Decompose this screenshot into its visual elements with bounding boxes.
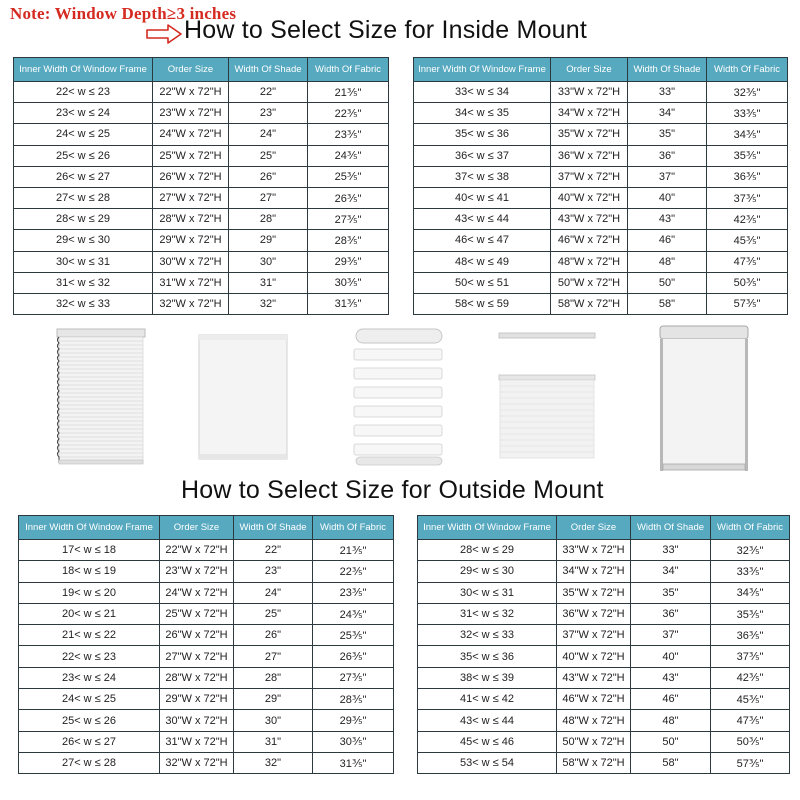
inner-width-cell: 45< w ≤ 46 (418, 731, 557, 752)
inner-width-cell: 31< w ≤ 32 (418, 603, 557, 624)
inner-width-cell: 25< w ≤ 26 (14, 145, 153, 166)
inner-width-cell: 17< w ≤ 18 (19, 540, 160, 561)
inner-width-cell: 37< w ≤ 38 (414, 166, 551, 187)
inner-width-cell: 46< w ≤ 47 (414, 230, 551, 251)
order-size-cell: 34"W x 72"H (557, 561, 631, 582)
order-size-cell: 31"W x 72"H (160, 731, 234, 752)
shade-width-cell: 28" (234, 667, 313, 688)
shade-width-cell: 30" (229, 251, 308, 272)
inner-width-cell: 23< w ≤ 24 (14, 103, 153, 124)
column-header-inner-width: Inner Width Of Window Frame (414, 58, 551, 82)
shade-width-cell: 46" (631, 689, 711, 710)
order-size-cell: 22"W x 72"H (160, 540, 234, 561)
column-header-order-size: Order Size (551, 58, 628, 82)
order-size-cell: 26"W x 72"H (153, 166, 229, 187)
table-row (14, 103, 389, 124)
shade-width-cell: 27" (234, 646, 313, 667)
shade-width-cell: 36" (631, 603, 711, 624)
table-row (414, 209, 788, 230)
order-size-cell: 32"W x 72"H (153, 293, 229, 314)
outside-mount-table-right (417, 515, 790, 774)
outside-mount-title: How to Select Size for Outside Mount (181, 476, 604, 504)
table-row (14, 230, 389, 251)
shade-width-cell: 23" (234, 561, 313, 582)
order-size-cell: 28"W x 72"H (153, 209, 229, 230)
fabric-width-cell: 47⅗" (711, 710, 790, 731)
fabric-width-cell: 26⅗" (308, 187, 389, 208)
column-header-order-size: Order Size (557, 516, 631, 540)
shade-width-cell: 35" (628, 124, 707, 145)
outside-mount-table-left (18, 515, 394, 774)
table-row (414, 187, 788, 208)
fabric-width-cell: 30⅗" (313, 731, 394, 752)
inner-width-cell: 30< w ≤ 31 (14, 251, 153, 272)
fabric-width-cell: 24⅗" (308, 145, 389, 166)
fabric-width-cell: 27⅗" (308, 209, 389, 230)
order-size-cell: 50"W x 72"H (551, 272, 628, 293)
table-row (19, 689, 394, 710)
order-size-cell: 32"W x 72"H (160, 752, 234, 773)
order-size-cell: 28"W x 72"H (160, 667, 234, 688)
shade-width-cell: 33" (628, 82, 707, 103)
column-header-fabric-width: Width Of Fabric (711, 516, 790, 540)
table-row (19, 667, 394, 688)
table-row (19, 710, 394, 731)
inner-width-cell: 20< w ≤ 21 (19, 603, 160, 624)
inner-width-cell: 33< w ≤ 34 (414, 82, 551, 103)
inner-width-cell: 48< w ≤ 49 (414, 251, 551, 272)
inner-width-cell: 31< w ≤ 32 (14, 272, 153, 293)
order-size-cell: 37"W x 72"H (557, 625, 631, 646)
table-header-row (14, 58, 389, 82)
fabric-width-cell: 35⅗" (707, 145, 788, 166)
fabric-width-cell: 23⅗" (313, 582, 394, 603)
fabric-width-cell: 57⅗" (707, 293, 788, 314)
column-header-fabric-width: Width Of Fabric (707, 58, 788, 82)
shade-width-cell: 34" (631, 561, 711, 582)
table-row (19, 646, 394, 667)
order-size-cell: 26"W x 72"H (160, 625, 234, 646)
column-header-fabric-width: Width Of Fabric (308, 58, 389, 82)
shade-width-cell: 40" (631, 646, 711, 667)
roller-shade-image (198, 334, 288, 460)
column-header-shade-width: Width Of Shade (234, 516, 313, 540)
inner-width-cell: 26< w ≤ 27 (14, 166, 153, 187)
column-header-order-size: Order Size (160, 516, 234, 540)
fabric-width-cell: 32⅗" (711, 540, 790, 561)
shade-width-cell: 58" (631, 752, 711, 773)
table-row (14, 82, 389, 103)
shade-width-cell: 29" (229, 230, 308, 251)
order-size-cell: 33"W x 72"H (551, 82, 628, 103)
order-size-cell: 36"W x 72"H (551, 145, 628, 166)
zebra-shade-image (350, 327, 446, 467)
fabric-width-cell: 34⅗" (711, 582, 790, 603)
inner-width-cell: 27< w ≤ 28 (14, 187, 153, 208)
inside-mount-table-left (13, 57, 389, 315)
column-header-inner-width: Inner Width Of Window Frame (19, 516, 160, 540)
shade-width-cell: 27" (229, 187, 308, 208)
table-row (414, 82, 788, 103)
order-size-cell: 27"W x 72"H (160, 646, 234, 667)
inner-width-cell: 35< w ≤ 36 (414, 124, 551, 145)
order-size-cell: 48"W x 72"H (551, 251, 628, 272)
table-row (414, 251, 788, 272)
fabric-width-cell: 31⅗" (313, 752, 394, 773)
inner-width-cell: 28< w ≤ 29 (14, 209, 153, 230)
column-header-shade-width: Width Of Shade (628, 58, 707, 82)
shade-width-cell: 50" (631, 731, 711, 752)
order-size-cell: 29"W x 72"H (153, 230, 229, 251)
inner-width-cell: 32< w ≤ 33 (14, 293, 153, 314)
table-row (418, 625, 790, 646)
shade-width-cell: 43" (631, 667, 711, 688)
cellular-shade-image (55, 328, 147, 466)
shade-width-cell: 37" (628, 166, 707, 187)
fabric-width-cell: 37⅗" (707, 187, 788, 208)
table-row (418, 540, 790, 561)
shade-width-cell: 48" (628, 251, 707, 272)
column-header-fabric-width: Width Of Fabric (313, 516, 394, 540)
order-size-cell: 29"W x 72"H (160, 689, 234, 710)
column-header-order-size: Order Size (153, 58, 229, 82)
fabric-width-cell: 36⅗" (711, 625, 790, 646)
shade-width-cell: 37" (631, 625, 711, 646)
fabric-width-cell: 27⅗" (313, 667, 394, 688)
fabric-width-cell: 21⅗" (308, 82, 389, 103)
table-row (14, 187, 389, 208)
inner-width-cell: 34< w ≤ 35 (414, 103, 551, 124)
table-row (418, 667, 790, 688)
fabric-width-cell: 37⅗" (711, 646, 790, 667)
arrow-right-icon (146, 24, 182, 44)
table-row (414, 272, 788, 293)
inner-width-cell: 43< w ≤ 44 (418, 710, 557, 731)
order-size-cell: 30"W x 72"H (160, 710, 234, 731)
fabric-width-cell: 22⅗" (308, 103, 389, 124)
fabric-width-cell: 35⅗" (711, 603, 790, 624)
table-row (418, 710, 790, 731)
inner-width-cell: 32< w ≤ 33 (418, 625, 557, 646)
order-size-cell: 46"W x 72"H (551, 230, 628, 251)
inner-width-cell: 27< w ≤ 28 (19, 752, 160, 773)
inner-width-cell: 24< w ≤ 25 (19, 689, 160, 710)
inner-width-cell: 29< w ≤ 30 (418, 561, 557, 582)
fabric-width-cell: 26⅗" (313, 646, 394, 667)
column-header-shade-width: Width Of Shade (229, 58, 308, 82)
fabric-width-cell: 36⅗" (707, 166, 788, 187)
table-row (19, 625, 394, 646)
inner-width-cell: 29< w ≤ 30 (14, 230, 153, 251)
table-row (19, 540, 394, 561)
inner-width-cell: 53< w ≤ 54 (418, 752, 557, 773)
fabric-width-cell: 42⅗" (711, 667, 790, 688)
order-size-cell: 50"W x 72"H (557, 731, 631, 752)
table-row (14, 166, 389, 187)
order-size-cell: 58"W x 72"H (557, 752, 631, 773)
table-header-row (19, 516, 394, 540)
fabric-width-cell: 32⅗" (707, 82, 788, 103)
shade-width-cell: 31" (234, 731, 313, 752)
order-size-cell: 25"W x 72"H (160, 603, 234, 624)
inner-width-cell: 25< w ≤ 26 (19, 710, 160, 731)
inner-width-cell: 24< w ≤ 25 (14, 124, 153, 145)
order-size-cell: 25"W x 72"H (153, 145, 229, 166)
shade-width-cell: 22" (229, 82, 308, 103)
fabric-width-cell: 23⅗" (308, 124, 389, 145)
order-size-cell: 27"W x 72"H (153, 187, 229, 208)
shade-width-cell: 26" (234, 625, 313, 646)
fabric-width-cell: 25⅗" (313, 625, 394, 646)
inner-width-cell: 38< w ≤ 39 (418, 667, 557, 688)
inner-width-cell: 36< w ≤ 37 (414, 145, 551, 166)
table-header-row (414, 58, 788, 82)
table-row (414, 145, 788, 166)
inner-width-cell: 43< w ≤ 44 (414, 209, 551, 230)
column-header-inner-width: Inner Width Of Window Frame (14, 58, 153, 82)
shade-width-cell: 34" (628, 103, 707, 124)
fabric-width-cell: 34⅗" (707, 124, 788, 145)
inner-width-cell: 41< w ≤ 42 (418, 689, 557, 710)
order-size-cell: 24"W x 72"H (153, 124, 229, 145)
table-row (14, 209, 389, 230)
table-row (14, 145, 389, 166)
shade-width-cell: 24" (234, 582, 313, 603)
shade-width-cell: 31" (229, 272, 308, 293)
order-size-cell: 40"W x 72"H (557, 646, 631, 667)
table-row (418, 731, 790, 752)
shade-width-cell: 36" (628, 145, 707, 166)
fabric-width-cell: 24⅗" (313, 603, 394, 624)
fabric-width-cell: 30⅗" (308, 272, 389, 293)
inner-width-cell: 30< w ≤ 31 (418, 582, 557, 603)
column-header-shade-width: Width Of Shade (631, 516, 711, 540)
inner-width-cell: 58< w ≤ 59 (414, 293, 551, 314)
table-row (19, 603, 394, 624)
fabric-width-cell: 29⅗" (308, 251, 389, 272)
inner-width-cell: 35< w ≤ 36 (418, 646, 557, 667)
order-size-cell: 58"W x 72"H (551, 293, 628, 314)
table-row (418, 752, 790, 773)
table-row (14, 251, 389, 272)
inner-width-cell: 22< w ≤ 23 (19, 646, 160, 667)
table-row (418, 582, 790, 603)
order-size-cell: 24"W x 72"H (160, 582, 234, 603)
table-row (414, 103, 788, 124)
shade-width-cell: 30" (234, 710, 313, 731)
table-row (19, 561, 394, 582)
order-size-cell: 34"W x 72"H (551, 103, 628, 124)
inner-width-cell: 18< w ≤ 19 (19, 561, 160, 582)
fabric-width-cell: 31⅗" (308, 293, 389, 314)
table-row (418, 689, 790, 710)
shade-width-cell: 40" (628, 187, 707, 208)
shade-width-cell: 25" (229, 145, 308, 166)
shade-width-cell: 58" (628, 293, 707, 314)
order-size-cell: 48"W x 72"H (557, 710, 631, 731)
shade-width-cell: 33" (631, 540, 711, 561)
order-size-cell: 33"W x 72"H (557, 540, 631, 561)
inner-width-cell: 28< w ≤ 29 (418, 540, 557, 561)
order-size-cell: 43"W x 72"H (557, 667, 631, 688)
order-size-cell: 23"W x 72"H (160, 561, 234, 582)
fabric-width-cell: 45⅗" (707, 230, 788, 251)
fabric-width-cell: 33⅗" (711, 561, 790, 582)
table-row (418, 561, 790, 582)
shade-width-cell: 24" (229, 124, 308, 145)
order-size-cell: 30"W x 72"H (153, 251, 229, 272)
table-row (19, 752, 394, 773)
table-row (14, 293, 389, 314)
shade-width-cell: 48" (631, 710, 711, 731)
fabric-width-cell: 50⅗" (707, 272, 788, 293)
shade-width-cell: 28" (229, 209, 308, 230)
column-header-inner-width: Inner Width Of Window Frame (418, 516, 557, 540)
shade-width-cell: 35" (631, 582, 711, 603)
shade-width-cell: 29" (234, 689, 313, 710)
order-size-cell: 40"W x 72"H (551, 187, 628, 208)
inner-width-cell: 26< w ≤ 27 (19, 731, 160, 752)
inner-width-cell: 40< w ≤ 41 (414, 187, 551, 208)
fabric-width-cell: 28⅗" (313, 689, 394, 710)
shade-width-cell: 25" (234, 603, 313, 624)
order-size-cell: 37"W x 72"H (551, 166, 628, 187)
fabric-width-cell: 22⅗" (313, 561, 394, 582)
table-row (19, 582, 394, 603)
shade-width-cell: 46" (628, 230, 707, 251)
fabric-width-cell: 45⅗" (711, 689, 790, 710)
order-size-cell: 35"W x 72"H (557, 582, 631, 603)
table-row (19, 731, 394, 752)
fabric-width-cell: 29⅗" (313, 710, 394, 731)
window-depth-note: Note: Window Depth≥3 inches (10, 4, 237, 23)
order-size-cell: 35"W x 72"H (551, 124, 628, 145)
inside-mount-table-right (413, 57, 788, 315)
table-row (414, 293, 788, 314)
order-size-cell: 22"W x 72"H (153, 82, 229, 103)
table-row (418, 603, 790, 624)
order-size-cell: 43"W x 72"H (551, 209, 628, 230)
table-header-row (418, 516, 790, 540)
fabric-width-cell: 42⅗" (707, 209, 788, 230)
table-row (414, 124, 788, 145)
shade-width-cell: 43" (628, 209, 707, 230)
fabric-width-cell: 50⅗" (711, 731, 790, 752)
table-row (414, 230, 788, 251)
inner-width-cell: 50< w ≤ 51 (414, 272, 551, 293)
fabric-width-cell: 47⅗" (707, 251, 788, 272)
table-row (14, 272, 389, 293)
order-size-cell: 36"W x 72"H (557, 603, 631, 624)
shade-width-cell: 22" (234, 540, 313, 561)
fabric-width-cell: 25⅗" (308, 166, 389, 187)
fabric-width-cell: 21⅗" (313, 540, 394, 561)
inner-width-cell: 21< w ≤ 22 (19, 625, 160, 646)
fabric-width-cell: 28⅗" (308, 230, 389, 251)
table-row (414, 166, 788, 187)
table-row (418, 646, 790, 667)
shade-width-cell: 32" (229, 293, 308, 314)
shade-width-cell: 23" (229, 103, 308, 124)
fabric-width-cell: 33⅗" (707, 103, 788, 124)
order-size-cell: 46"W x 72"H (557, 689, 631, 710)
fabric-width-cell: 57⅗" (711, 752, 790, 773)
shade-width-cell: 32" (234, 752, 313, 773)
inner-width-cell: 22< w ≤ 23 (14, 82, 153, 103)
shade-width-cell: 26" (229, 166, 308, 187)
roller-shade-cassette-image (658, 324, 750, 474)
order-size-cell: 31"W x 72"H (153, 272, 229, 293)
inside-mount-title: How to Select Size for Inside Mount (184, 16, 588, 44)
cordless-cellular-shade-image (497, 331, 597, 461)
inner-width-cell: 23< w ≤ 24 (19, 667, 160, 688)
table-row (14, 124, 389, 145)
order-size-cell: 23"W x 72"H (153, 103, 229, 124)
shade-width-cell: 50" (628, 272, 707, 293)
inner-width-cell: 19< w ≤ 20 (19, 582, 160, 603)
